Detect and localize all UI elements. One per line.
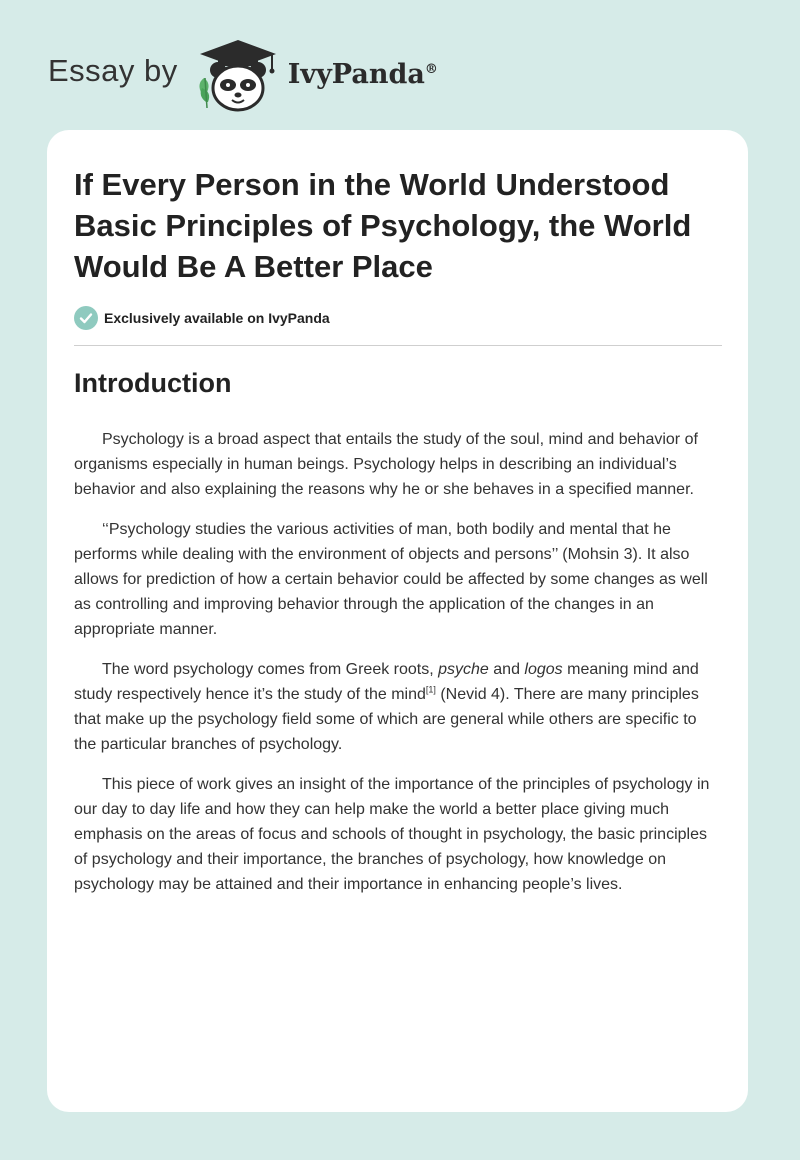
brand-header: [48, 36, 438, 116]
registered-mark: ®: [424, 61, 438, 77]
section-heading: Introduction: [74, 368, 232, 398]
exclusive-label: Exclusively available on IvyPanda: [104, 310, 330, 326]
exclusive-badge: [74, 306, 330, 330]
paragraph-3-text-3: meaning mind and study respectively hence it’s the study of the mind: [74, 661, 699, 703]
panda-logo-icon: [192, 38, 284, 114]
check-circle-icon: [74, 306, 98, 330]
divider: [74, 345, 722, 346]
brand-name-text: IvyPanda: [287, 58, 425, 90]
paragraph-3-text-2: and: [488, 661, 525, 678]
paragraph-4: This piece of work gives an insight of the importance of the principles of psychology in our day to day life and how they can help make the world a better place giving much emphasis on the areas of focus and schools of thought in psychology, the basic principles of psychology and their importance, the branches of psychology, how knowledge on psychology may be attained and their importance in enhancing people’s lives.: [74, 776, 710, 893]
term-psyche: psyche: [438, 661, 489, 678]
paragraph-3: [74, 657, 722, 757]
brand-prefix: Essay by: [48, 53, 178, 88]
paragraph-3-text-1: The word psychology comes from Greek roots,: [102, 661, 439, 678]
paragraph-1: Psychology is a broad aspect that entails the study of the soul, mind and behavior of organisms especially in human beings. Psychology helps in describing an individual’s behavior and also explaining the reasons why he or she behaves in a specified manner.: [74, 431, 698, 498]
term-logos: logos: [524, 661, 563, 678]
essay-card: [47, 130, 748, 1112]
footnote-ref-1[interactable]: [1]: [425, 684, 436, 695]
paragraph-2: ‘‘Psychology studies the various activities of man, both bodily and mental that he performs while dealing with the environment of objects and persons’’ (Mohsin 3). It also allows for prediction of how a certain behavior could be affected by some changes as well as controlling and improving behavior through the application of the changes in an appropriate manner.: [74, 521, 708, 638]
essay-body: [74, 427, 722, 912]
essay-title: If Every Person in the World Understood Basic Principles of Psychology, the World Would Be A Better Place: [74, 167, 692, 284]
brand-name: [288, 59, 438, 90]
paragraph-3-text-4: (Nevid 4). There are many principles that make up the psychology field some of which are general while others are specific to the particular branches of psychology.: [74, 686, 699, 753]
